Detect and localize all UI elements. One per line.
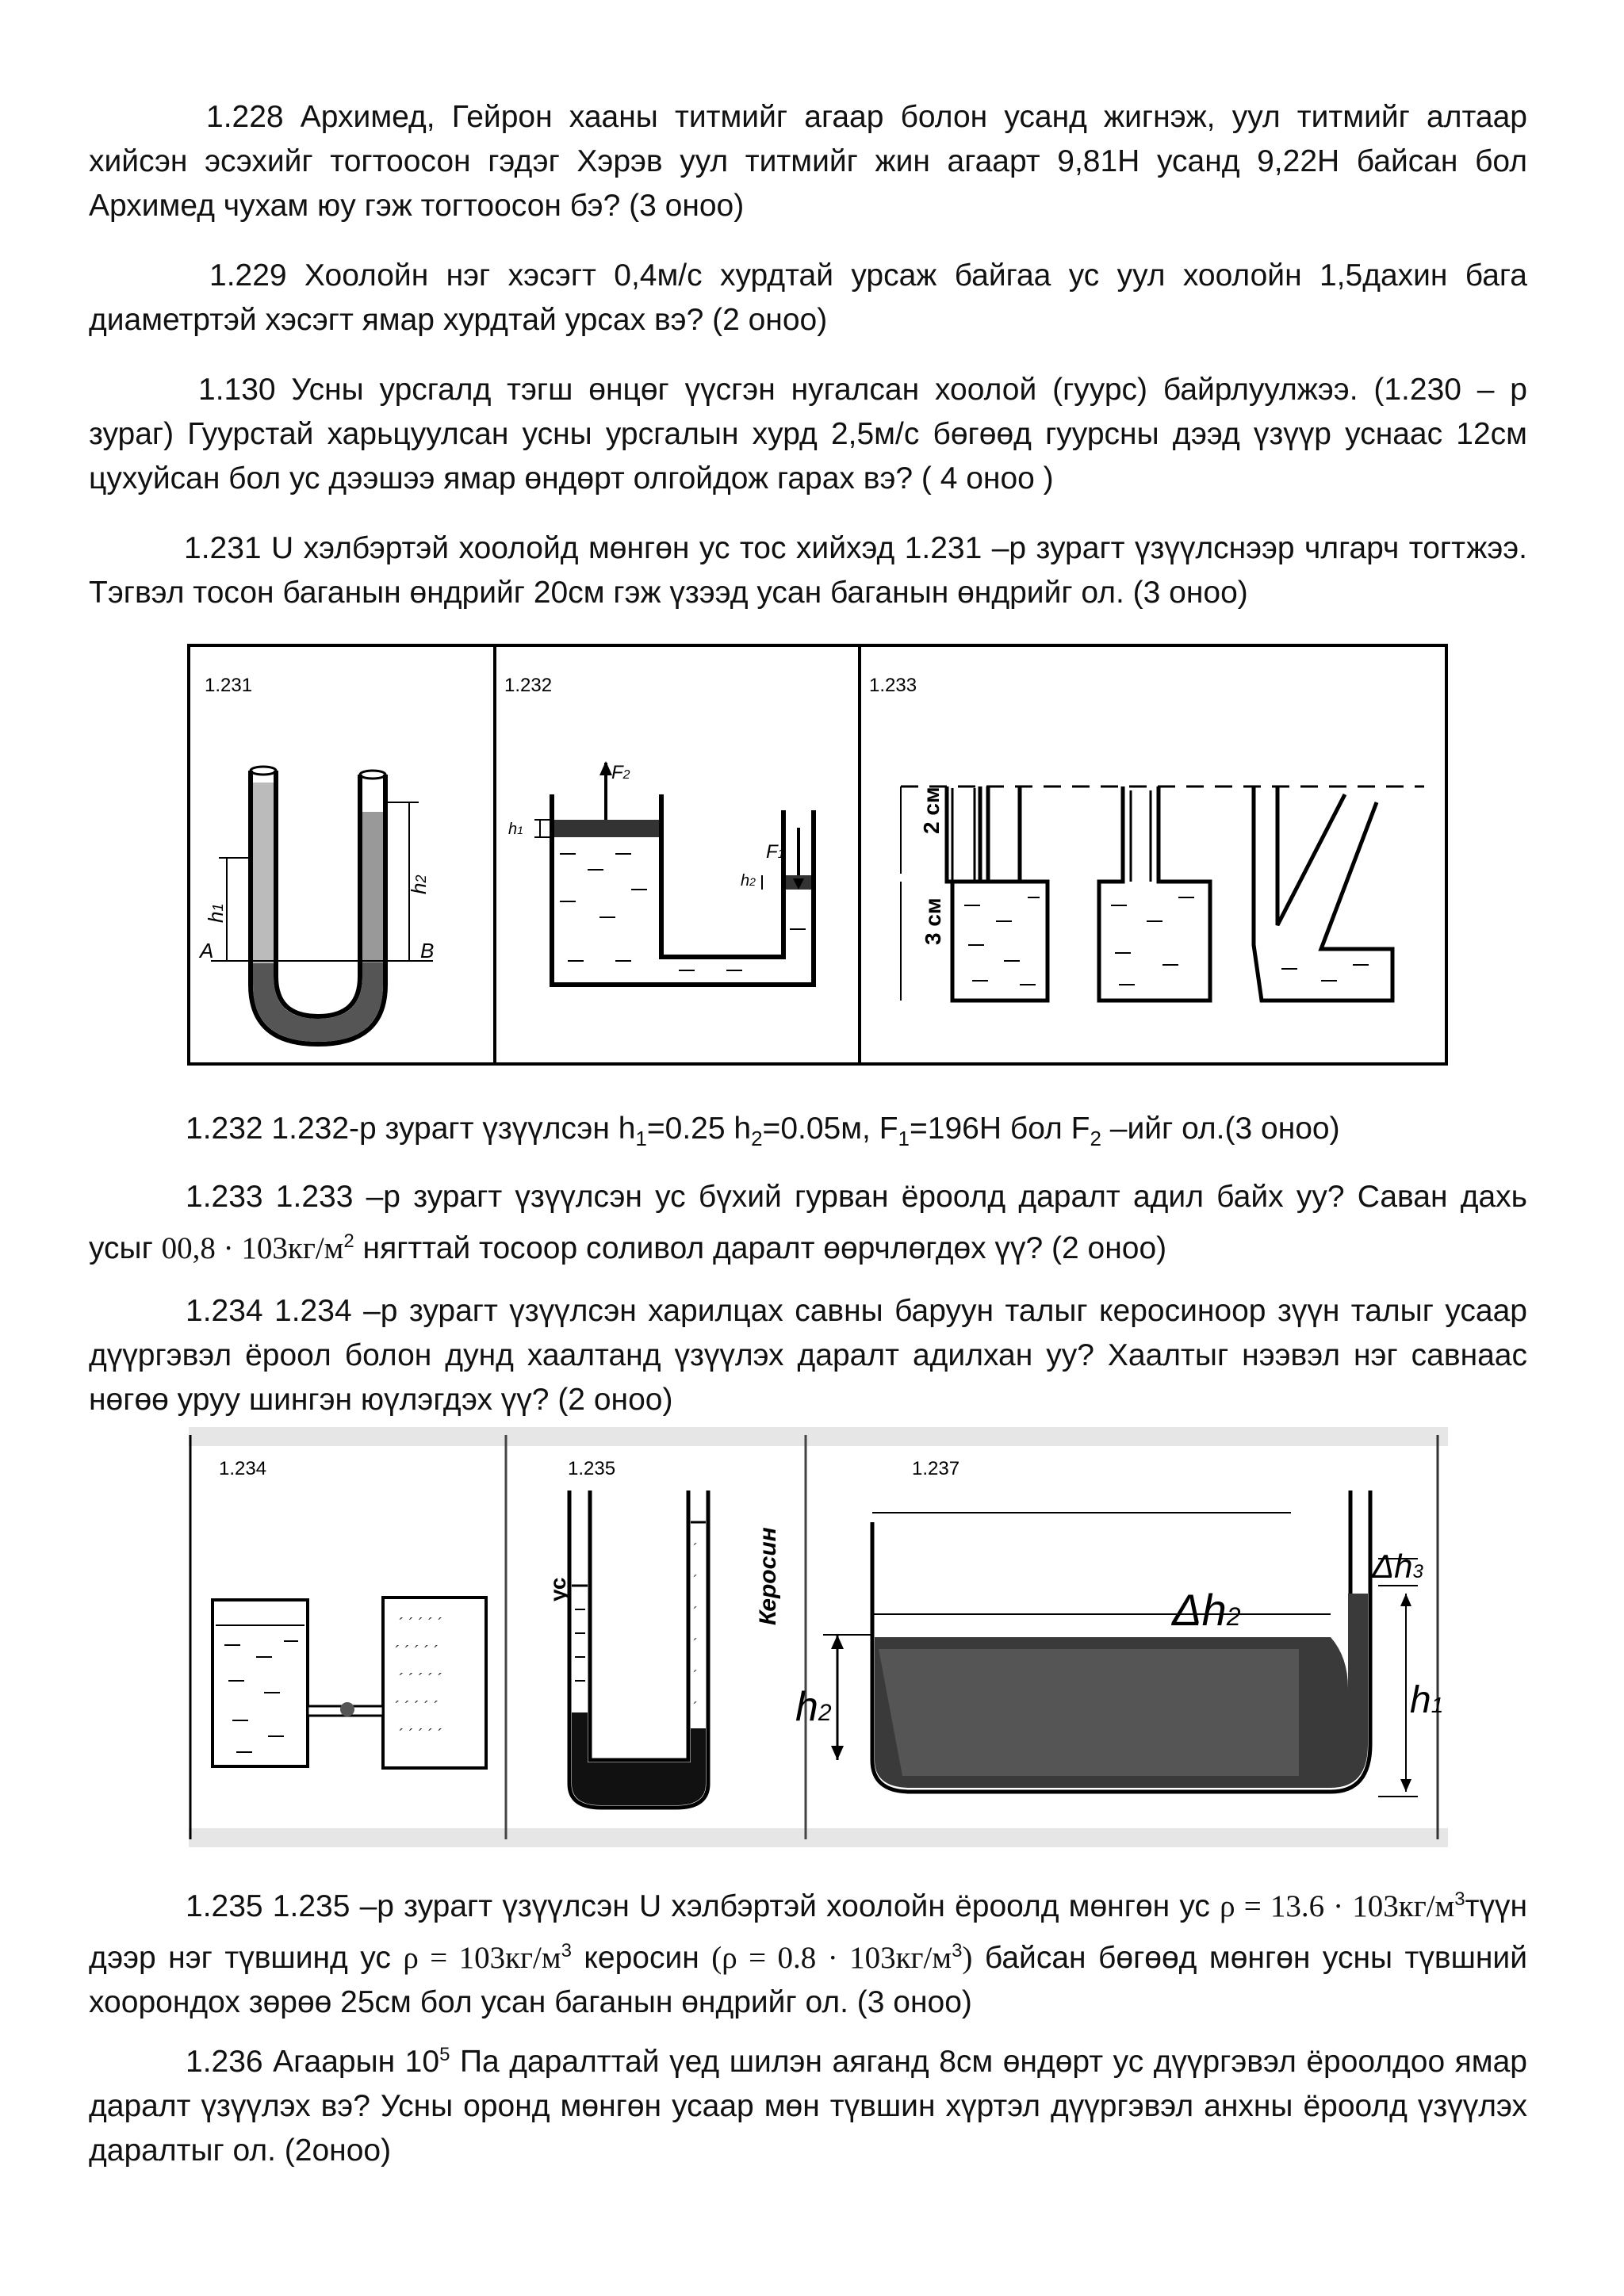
point-a-label: A	[200, 939, 214, 962]
subscript: 1	[635, 1126, 647, 1150]
svg-text:´: ´	[693, 1636, 698, 1652]
problem-1231	[89, 526, 1527, 615]
f2-label: F	[611, 762, 623, 783]
dim-bottom: 3 см	[921, 897, 945, 945]
h-label: h	[795, 1684, 818, 1730]
h1-sub: 1	[517, 824, 523, 836]
svg-text:´ ´ ´ ´ ´: ´ ´ ´ ´ ´	[395, 1644, 439, 1661]
superscript: 3	[952, 1940, 963, 1961]
h1-sub: 1	[210, 903, 226, 912]
point-b-label: B	[420, 939, 435, 962]
subscript: 1	[898, 1126, 910, 1150]
svg-text:´ ´ ´ ´ ´: ´ ´ ´ ´ ´	[395, 1699, 439, 1716]
h-sub: 2	[818, 1700, 832, 1726]
problem-text: 1.130 Усны урсгалд тэгш өнцөг үүсгэн нугалсан хоолой (гуурс) байрлуулжээ. (1.230 – р зураг) Гуурстай харьцуулсан усны урсгалын хурд 2,5м/с бөгөөд гуурсны дээд үзүүр уснаас 12см цухуйсан бол ус дээшээ ямар өндөрт олгойдож гарах вэ? ( 4 оноо )	[89, 373, 1527, 496]
h2-label: h	[741, 872, 750, 890]
f1-sub: 1	[777, 848, 785, 861]
formula: ρ = 13.6 · 103кг/м	[1220, 1889, 1455, 1923]
problem-1228	[89, 95, 1527, 228]
subscript: 2	[1090, 1126, 1101, 1150]
f1-label: F	[766, 841, 778, 863]
problem-text: =0.25 h	[646, 1112, 752, 1146]
problem-text: нягттай тосоор соливол даралт өөрчлөгдөх үү? (2 оноо)	[354, 1231, 1167, 1265]
figure-label: 1.231	[205, 675, 253, 696]
svg-text:h2	[741, 872, 756, 890]
dim-top: 2 см	[919, 786, 944, 834]
problem-text: =0.05м, F	[762, 1112, 898, 1146]
figure-strip-top	[187, 644, 1448, 1066]
problem-text: байсан бөгөөд мөнгөн усны түвшний хоорондох зөрөө 25см бол усан баганын өндрийг ол. (3 оноо)	[89, 1941, 1528, 2019]
h1-label: h	[508, 821, 518, 838]
subscript: 2	[751, 1126, 763, 1150]
f2-sub: 2	[622, 768, 630, 782]
problem-text: түүн дээр нэг түвшинд ус	[89, 1889, 1528, 1975]
h1-sub: 1	[1431, 1693, 1444, 1717]
svg-text:´: ´	[693, 1605, 698, 1621]
formula: 00,8 · 103кг/м	[161, 1231, 344, 1265]
problem-text: =196Н бол F	[910, 1112, 1090, 1146]
dh3-label: Δh	[1372, 1548, 1413, 1585]
figure-label: 1.232	[504, 675, 553, 696]
h1-label: h	[1410, 1679, 1431, 1721]
problem-text: 1.232 1.232-р зурагт үзүүлсэн h	[186, 1112, 636, 1146]
problem-1235	[89, 1877, 1527, 2025]
water-label: ус	[546, 1577, 570, 1601]
dh3-sub: 3	[1412, 1561, 1423, 1582]
problem-text: 1.228 Архимед, Гейрон хааны титмийг агаар болон усанд жигнэж, уул титмийг алтаар хийсэн эсэхийг тогтоосон гэдэг Хэрэв уул титмийг жин агаарт 9,81Н усанд 9,22Н байсан бол Архимед чухам юу гэж тогтоосон бэ? (3 оноо)	[89, 100, 1527, 223]
superscript: 5	[439, 2044, 450, 2065]
svg-text:´: ´	[693, 1700, 698, 1716]
formula: ρ = 103кг/м	[403, 1941, 561, 1975]
superscript: 3	[561, 1940, 572, 1961]
problem-text: 1.229 Хоолойн нэг хэсэгт 0,4м/с хурдтай урсаж байгаа ус уул хоолойн 1,5дахин бага диаметртэй хэсэгт ямар хурдтай урсах вэ? (2 оноо)	[89, 258, 1527, 337]
h1-label: h	[204, 911, 228, 923]
problem-1232	[89, 1107, 1527, 1161]
problem-text: керосин	[571, 1941, 712, 1975]
h2-sub: 2	[413, 874, 429, 883]
problem-text: –ийг ол.(3 оноо)	[1101, 1112, 1340, 1146]
formula: (ρ = 0.8 · 103кг/м	[711, 1941, 952, 1975]
figure-strip-bottom	[189, 1427, 1448, 1847]
problem-text: Па даралттай үед шилэн аяганд 8см өндөрт ус дүүргэвэл ёроолдоо ямар даралт үзүүлэх вэ? Усны оронд мөнгөн усаар мөн түвшин хүртэл дүүргэвэл анхны ёроолд үзүүлэх даралтыг ол. (2оноо)	[89, 2045, 1527, 2168]
superscript: 2	[343, 1230, 354, 1252]
figure-label: 1.234	[219, 1458, 267, 1479]
formula: )	[962, 1941, 973, 1975]
h2-sub: 2	[749, 875, 756, 888]
problem-text: 1.236 Агаарын 10	[186, 2045, 440, 2079]
problem-text: 1.234 1.234 –р зурагт үзүүлсэн харилцах савны баруун талыг керосиноор зүүн талыг усаар дүүргэвэл ёроол болон дунд хаалтанд үзүүлэх даралт адилхан уу? Хаалтыг нээвэл нэг савнаас нөгөө уруу шингэн юүлэгдэх үү? (2 оноо)	[89, 1294, 1527, 1417]
problem-1130	[89, 368, 1527, 501]
svg-text:´ ´ ´ ´ ´: ´ ´ ´ ´ ´	[399, 1671, 443, 1689]
problem-text: 1.231 U хэлбэртэй хоолойд мөнгөн ус тос хийхэд 1.231 –р зурагт үзүүлснээр члгарч тогтжээ. Тэгвэл тосон баганын өндрийг 20см гэж үзээд усан баганын өндрийг ол. (3 оноо)	[89, 531, 1527, 610]
dh2-label: Δh	[1172, 1585, 1227, 1635]
problem-1229	[89, 254, 1527, 342]
svg-text:´: ´	[693, 1668, 698, 1684]
figure-label: 1.233	[869, 675, 917, 696]
h2-label: h	[407, 882, 431, 894]
problem-1234	[89, 1289, 1527, 1422]
dh2-sub: 2	[1226, 1602, 1241, 1631]
svg-text:´: ´	[693, 1573, 698, 1589]
problem-text: 1.235 1.235 –р зурагт үзүүлсэн U хэлбэртэй хоолойн ёроолд мөнгөн ус	[186, 1889, 1220, 1923]
figure-label: 1.237	[912, 1458, 960, 1479]
kerosene-label: Керосин	[755, 1527, 781, 1625]
figure-label: 1.235	[568, 1458, 616, 1479]
problem-1236	[89, 2033, 1527, 2173]
svg-text:´ ´ ´ ´ ´: ´ ´ ´ ´ ´	[399, 1727, 443, 1744]
superscript: 3	[1454, 1888, 1465, 1910]
problem-text: 1.233 1.233 –р зурагт үзүүлсэн ус бүхий гурван ёроолд даралт адил байх уу? Саван дахь усыг	[89, 1180, 1527, 1265]
svg-text:´ ´ ´ ´ ´: ´ ´ ´ ´ ´	[399, 1616, 443, 1633]
svg-text:h1	[508, 821, 523, 838]
svg-text:´: ´	[693, 1541, 698, 1557]
problem-1233	[89, 1175, 1527, 1271]
